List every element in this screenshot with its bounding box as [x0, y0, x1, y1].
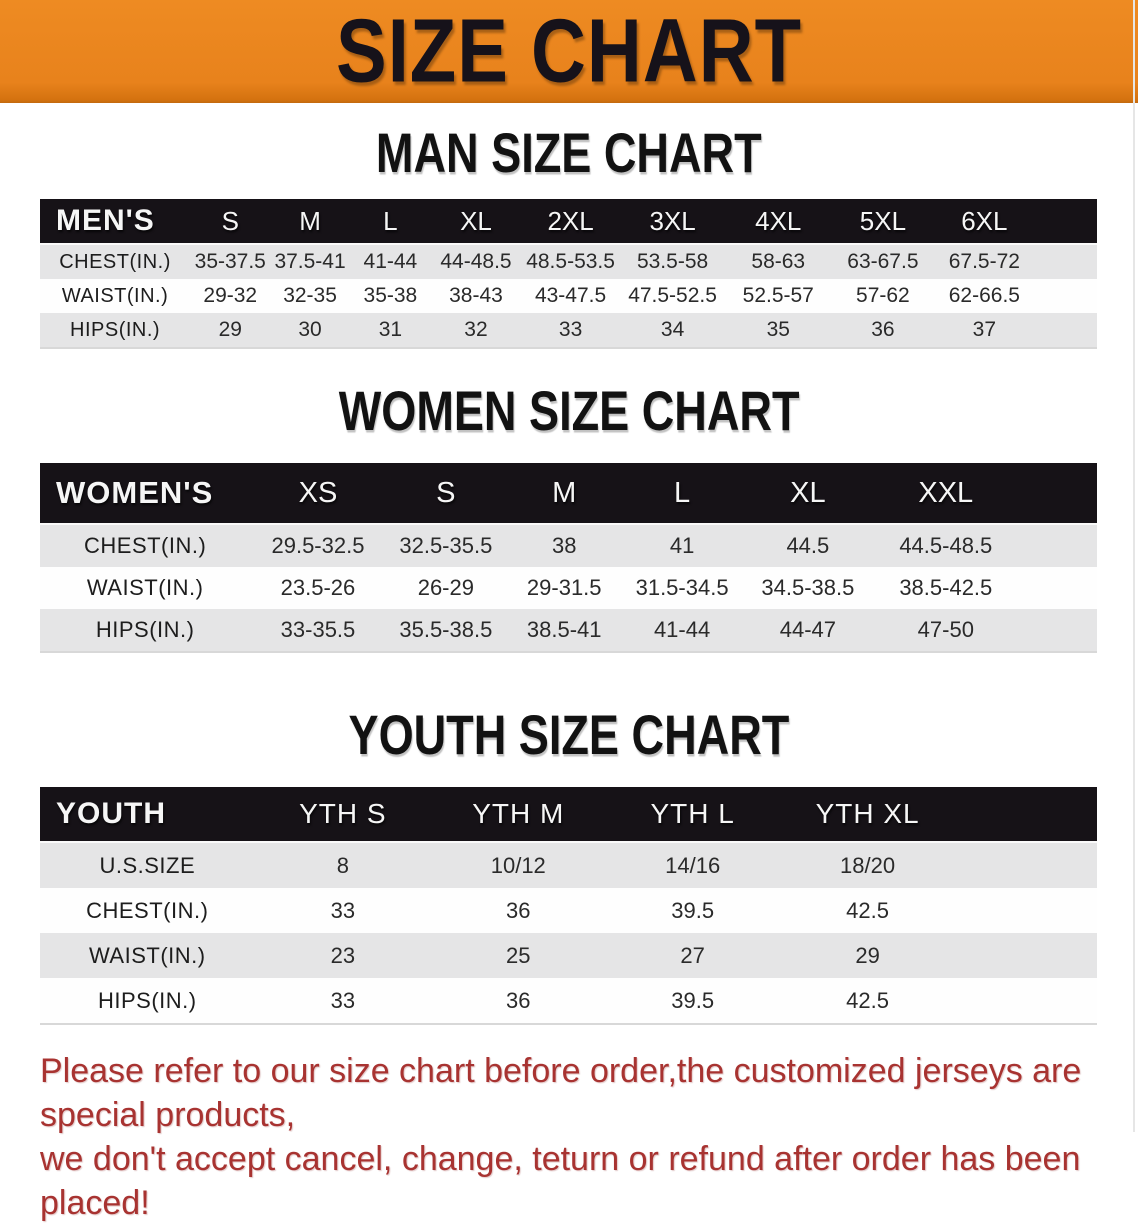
women-size-table — [40, 463, 1097, 653]
man-size-chart-heading — [0, 121, 1138, 185]
size-value-cell: 29-32 — [190, 279, 270, 313]
size-value-cell: 29.5-32.5 — [250, 524, 385, 567]
size-column-header: S — [190, 199, 270, 244]
women-size-chart-heading — [0, 379, 1138, 443]
size-value-cell: 35-37.5 — [190, 244, 270, 279]
size-value-cell: 44-47 — [742, 609, 874, 652]
table-row — [40, 888, 1097, 933]
size-value-cell: 47-50 — [874, 609, 1018, 652]
youth-size-chart-heading — [0, 703, 1138, 767]
size-value-cell: 38-43 — [431, 279, 521, 313]
size-column-header: M — [506, 463, 622, 524]
size-value-cell: 29 — [190, 313, 270, 348]
spacer-cell — [1035, 313, 1097, 348]
size-value-cell: 35 — [725, 313, 832, 348]
row-label: WAIST(IN.) — [40, 567, 250, 609]
table-row — [40, 978, 1097, 1024]
spacer-cell — [955, 787, 1097, 842]
size-value-cell: 23.5-26 — [250, 567, 385, 609]
size-value-cell: 33-35.5 — [250, 609, 385, 652]
disclaimer-line-1: Please refer to our size chart before order,the customized jerseys are special products, — [40, 1052, 1082, 1134]
table-header-row — [40, 463, 1097, 524]
size-value-cell: 37.5-41 — [270, 244, 349, 279]
youth-size-chart-heading-text: YOUTH SIZE CHART — [348, 703, 790, 767]
size-value-cell: 35.5-38.5 — [386, 609, 506, 652]
size-value-cell: 57-62 — [832, 279, 935, 313]
women-size-chart-heading-text: WOMEN SIZE CHART — [338, 379, 800, 443]
size-column-header: 6XL — [934, 199, 1034, 244]
size-value-cell: 30 — [270, 313, 349, 348]
row-label: U.S.SIZE — [40, 842, 255, 888]
spacer-cell — [1035, 199, 1097, 244]
size-value-cell: 47.5-52.5 — [620, 279, 725, 313]
size-value-cell: 41-44 — [622, 609, 741, 652]
size-value-cell: 36 — [431, 888, 605, 933]
men-size-table — [40, 199, 1097, 349]
size-value-cell: 38.5-42.5 — [874, 567, 1018, 609]
size-value-cell: 33 — [255, 978, 432, 1024]
disclaimer-text — [40, 1049, 1138, 1225]
size-value-cell: 29-31.5 — [506, 567, 622, 609]
table-row — [40, 313, 1097, 348]
table-row — [40, 609, 1097, 652]
corner-label: YOUTH — [40, 787, 255, 842]
size-value-cell: 39.5 — [605, 888, 779, 933]
size-value-cell: 31.5-34.5 — [622, 567, 741, 609]
table-row — [40, 279, 1097, 313]
size-value-cell: 36 — [431, 978, 605, 1024]
size-value-cell: 32 — [431, 313, 521, 348]
size-value-cell: 14/16 — [605, 842, 779, 888]
spacer-cell — [955, 842, 1097, 888]
size-value-cell: 48.5-53.5 — [521, 244, 620, 279]
size-value-cell: 43-47.5 — [521, 279, 620, 313]
size-column-header: XXL — [874, 463, 1018, 524]
size-value-cell: 62-66.5 — [934, 279, 1034, 313]
spacer-cell — [1018, 524, 1097, 567]
table-row — [40, 524, 1097, 567]
spacer-cell — [955, 978, 1097, 1024]
size-value-cell: 42.5 — [780, 888, 955, 933]
man-size-chart-heading-text: MAN SIZE CHART — [376, 121, 762, 185]
size-value-cell: 23 — [255, 933, 432, 978]
spacer-cell — [1018, 567, 1097, 609]
image-right-border — [1133, 0, 1135, 1132]
size-chart-banner — [0, 0, 1138, 103]
row-label: CHEST(IN.) — [40, 524, 250, 567]
size-value-cell: 41 — [622, 524, 741, 567]
size-value-cell: 33 — [255, 888, 432, 933]
row-label: WAIST(IN.) — [40, 933, 255, 978]
size-column-header: L — [622, 463, 741, 524]
corner-label: MEN'S — [40, 199, 190, 244]
size-value-cell: 38 — [506, 524, 622, 567]
size-value-cell: 38.5-41 — [506, 609, 622, 652]
table-header-row — [40, 787, 1097, 842]
row-label: HIPS(IN.) — [40, 978, 255, 1024]
spacer-cell — [1035, 244, 1097, 279]
size-column-header: XL — [431, 199, 521, 244]
spacer-cell — [1018, 463, 1097, 524]
size-value-cell: 39.5 — [605, 978, 779, 1024]
size-value-cell: 27 — [605, 933, 779, 978]
size-value-cell: 36 — [832, 313, 935, 348]
size-value-cell: 42.5 — [780, 978, 955, 1024]
table-header-row — [40, 199, 1097, 244]
size-value-cell: 25 — [431, 933, 605, 978]
size-column-header: S — [386, 463, 506, 524]
size-value-cell: 8 — [255, 842, 432, 888]
size-value-cell: 58-63 — [725, 244, 832, 279]
size-value-cell: 67.5-72 — [934, 244, 1034, 279]
size-value-cell: 29 — [780, 933, 955, 978]
size-value-cell: 33 — [521, 313, 620, 348]
spacer-cell — [1018, 609, 1097, 652]
size-column-header: XS — [250, 463, 385, 524]
table-row — [40, 933, 1097, 978]
row-label: HIPS(IN.) — [40, 313, 190, 348]
size-column-header: 3XL — [620, 199, 725, 244]
row-label: WAIST(IN.) — [40, 279, 190, 313]
size-column-header: XL — [742, 463, 874, 524]
size-column-header: 4XL — [725, 199, 832, 244]
size-value-cell: 52.5-57 — [725, 279, 832, 313]
size-column-header: YTH M — [431, 787, 605, 842]
size-value-cell: 44.5-48.5 — [874, 524, 1018, 567]
size-column-header: M — [270, 199, 349, 244]
size-value-cell: 31 — [350, 313, 431, 348]
size-value-cell: 34.5-38.5 — [742, 567, 874, 609]
size-column-header: 2XL — [521, 199, 620, 244]
table-row — [40, 842, 1097, 888]
disclaimer-line-2: we don't accept cancel, change, teturn or refund after order has been placed! — [40, 1140, 1081, 1222]
size-column-header: 5XL — [832, 199, 935, 244]
size-value-cell: 44-48.5 — [431, 244, 521, 279]
size-value-cell: 37 — [934, 313, 1034, 348]
size-value-cell: 41-44 — [350, 244, 431, 279]
spacer-cell — [955, 888, 1097, 933]
size-column-header: YTH XL — [780, 787, 955, 842]
spacer-cell — [955, 933, 1097, 978]
size-column-header: YTH L — [605, 787, 779, 842]
size-value-cell: 32-35 — [270, 279, 349, 313]
corner-label: WOMEN'S — [40, 463, 250, 524]
row-label: HIPS(IN.) — [40, 609, 250, 652]
row-label: CHEST(IN.) — [40, 888, 255, 933]
size-value-cell: 26-29 — [386, 567, 506, 609]
size-value-cell: 63-67.5 — [832, 244, 935, 279]
size-value-cell: 18/20 — [780, 842, 955, 888]
table-row — [40, 567, 1097, 609]
table-row — [40, 244, 1097, 279]
row-label: CHEST(IN.) — [40, 244, 190, 279]
size-value-cell: 32.5-35.5 — [386, 524, 506, 567]
size-value-cell: 35-38 — [350, 279, 431, 313]
youth-size-table — [40, 787, 1097, 1025]
size-value-cell: 34 — [620, 313, 725, 348]
spacer-cell — [1035, 279, 1097, 313]
page-title: SIZE CHART — [336, 1, 802, 102]
size-column-header: YTH S — [255, 787, 432, 842]
size-value-cell: 53.5-58 — [620, 244, 725, 279]
size-column-header: L — [350, 199, 431, 244]
size-value-cell: 44.5 — [742, 524, 874, 567]
size-value-cell: 10/12 — [431, 842, 605, 888]
